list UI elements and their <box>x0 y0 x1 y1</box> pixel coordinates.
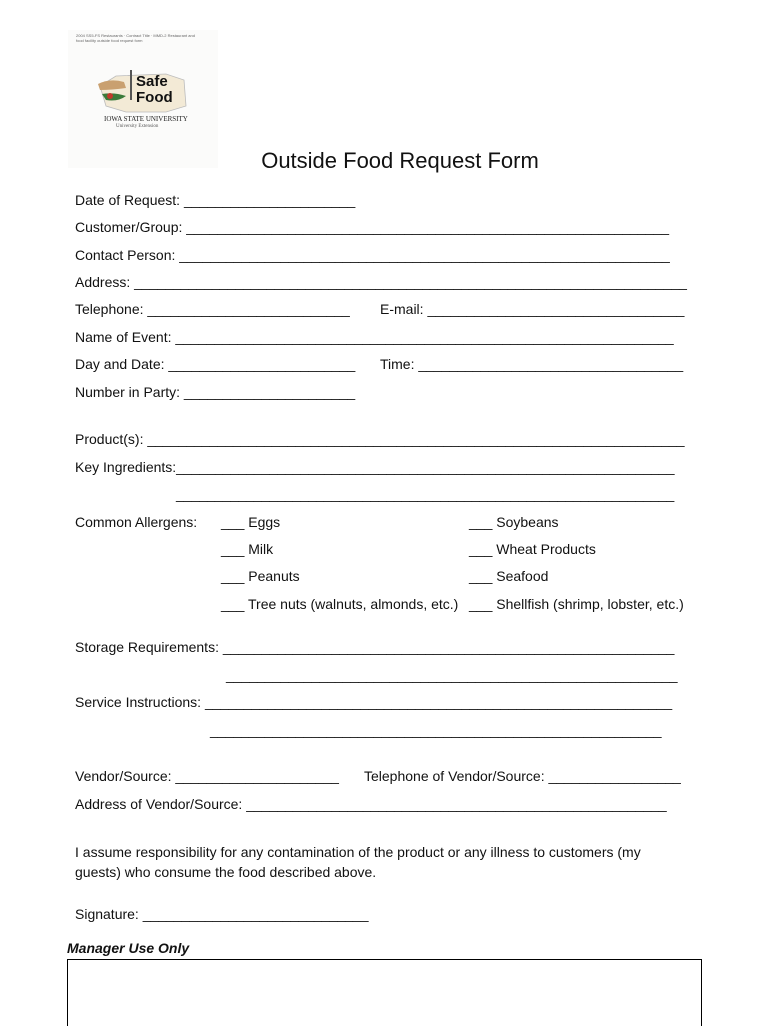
responsibility-statement: I assume responsibility for any contamination of the product or any illness to customers (my guests) who consume the food described above. <box>75 844 641 880</box>
date-of-request-field[interactable]: Date of Request: ______________________ <box>75 192 356 208</box>
vendor-source-field[interactable]: Vendor/Source: _____________________ <box>75 768 339 784</box>
common-allergens-label: Common Allergens: <box>75 514 198 530</box>
products-field[interactable]: Product(s): _____________________________________________________________________ <box>75 431 685 447</box>
logo-fine-print: 2004 SS5-FS Restaurants · Contract Title · MMD-2 Restaurant and food facility outside food request form <box>76 33 195 43</box>
allergen-wheat-checkbox[interactable]: ___ Wheat Products <box>469 541 596 557</box>
day-and-date-field[interactable]: Day and Date: ________________________ <box>75 356 356 372</box>
logo-word-safe: Safe <box>136 73 168 90</box>
address-field[interactable]: Address: _______________________________________________________________________ <box>75 274 687 290</box>
allergen-tree-nuts-checkbox[interactable]: ___ Tree nuts (walnuts, almonds, etc.) <box>221 596 459 612</box>
storage-requirements-continuation[interactable]: __________________________________________________________ <box>226 667 678 683</box>
service-instructions-continuation[interactable]: __________________________________________________________ <box>210 722 662 738</box>
extension-name: University Extension <box>116 124 159 129</box>
storage-requirements-field[interactable]: Storage Requirements: __________________________________________________________ <box>75 639 675 655</box>
key-ingredients-field[interactable]: Key Ingredients:________________________________________________________________ <box>75 459 675 475</box>
allergen-peanuts-checkbox[interactable]: ___ Peanuts <box>221 568 300 584</box>
name-of-event-field[interactable]: Name of Event: ________________________________________________________________ <box>75 329 674 345</box>
allergen-eggs-checkbox[interactable]: ___ Eggs <box>221 514 281 530</box>
allergen-milk-checkbox[interactable]: ___ Milk <box>221 541 274 557</box>
university-name: IOWA STATE UNIVERSITY <box>104 115 188 123</box>
allergen-seafood-checkbox[interactable]: ___ Seafood <box>469 568 549 584</box>
vendor-address-field[interactable]: Address of Vendor/Source: ______________________________________________________ <box>75 796 667 812</box>
time-field[interactable]: Time: __________________________________ <box>380 356 684 372</box>
number-in-party-field[interactable]: Number in Party: ______________________ <box>75 384 356 400</box>
signature-field[interactable]: Signature: _____________________________ <box>75 906 369 922</box>
logo-word-food: Food <box>136 89 173 106</box>
key-ingredients-continuation[interactable]: ________________________________________________________________ <box>176 486 675 502</box>
vendor-telephone-field[interactable]: Telephone of Vendor/Source: _________________ <box>364 768 681 784</box>
manager-use-only-heading: Manager Use Only <box>67 940 190 956</box>
allergen-soybeans-checkbox[interactable]: ___ Soybeans <box>469 514 559 530</box>
contact-person-field[interactable]: Contact Person: _______________________________________________________________ <box>75 247 670 263</box>
manager-use-box <box>67 959 702 1026</box>
customer-group-field[interactable]: Customer/Group: ______________________________________________________________ <box>75 219 670 235</box>
safe-food-logo-icon <box>96 66 192 116</box>
allergen-shellfish-checkbox[interactable]: ___ Shellfish (shrimp, lobster, etc.) <box>469 596 684 612</box>
form-title: Outside Food Request Form <box>261 148 539 173</box>
email-field[interactable]: E-mail: _________________________________ <box>380 301 685 317</box>
telephone-field[interactable]: Telephone: __________________________ <box>75 301 350 317</box>
service-instructions-field[interactable]: Service Instructions: ____________________________________________________________ <box>75 694 673 710</box>
